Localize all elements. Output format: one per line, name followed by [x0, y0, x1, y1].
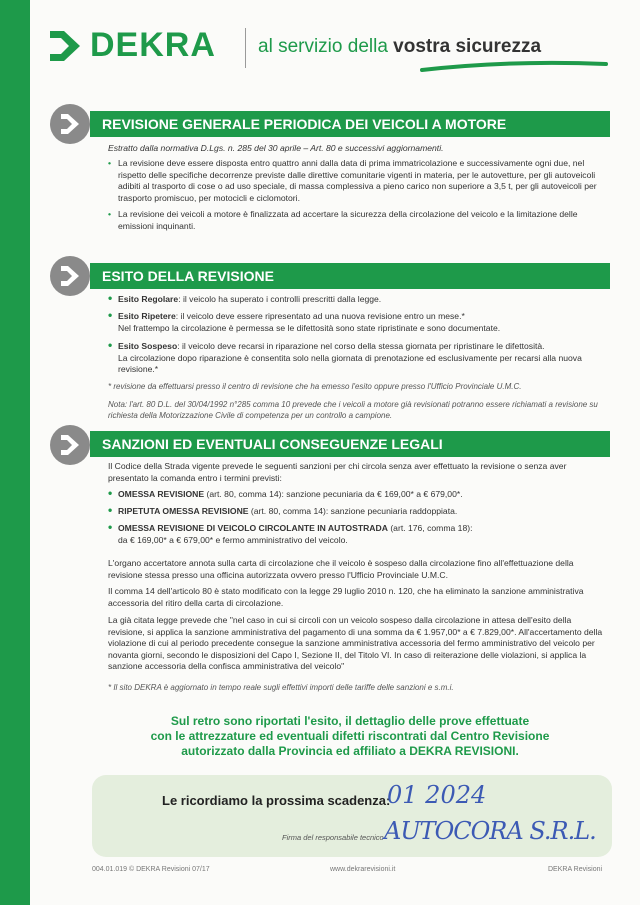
play-arrow-icon	[58, 112, 82, 136]
section1-bullet: • La revisione deve essere disposta entro quattro anni dalla data di prima immatricolazione e successivamente ogni due, nel rispetto delle specifiche decorrenze previste dalle direttive comunitarie vigenti in materia, per le autovetture, per gli autoveicoli adibiti al trasporto di cose o ad uso speciale, di massa complessiva a pieno carico non superiore a 3,5 t, per gli autoveicoli per trasporto promiscuo, per motocicli e ciclomotori.	[108, 158, 610, 204]
signature: AUTOCORA S.R.L.	[384, 817, 596, 845]
play-arrow-icon	[58, 433, 82, 457]
swoosh-decoration	[420, 58, 610, 74]
section3-footnote: * Il sito DEKRA è aggiornato in tempo reale sugli effettivi importi delle tariffe delle sanzioni e s.m.i.	[108, 683, 454, 692]
dekra-arrow-icon	[48, 29, 82, 63]
section1-subtitle: Estratto dalla normativa D.Lgs. n. 285 del 30 aprile – Art. 80 e successivi aggiornamenti.	[108, 143, 444, 153]
footer-website: www.dekrarevisioni.it	[330, 866, 396, 873]
header-divider	[245, 28, 246, 68]
section1-bullet: • La revisione dei veicoli a motore è finalizzata ad accertare la sicurezza della circolazione del veicolo e la limitazione delle emissioni inquinanti.	[108, 209, 610, 232]
sanction-omessa: • OMESSA REVISIONE (art. 80, comma 14): sanzione pecuniaria da € 169,00* a € 679,00*.	[108, 489, 610, 501]
deadline-box	[92, 775, 612, 857]
section3-intro: Il Codice della Strada vigente prevede le seguenti sanzioni per chi circola senza aver effettuato la revisione o senza aver presentato la comanda entro i termini previsti:	[108, 461, 567, 483]
section2-note: Nota: l'art. 80 D.L. del 30/04/1992 n°285 comma 10 prevede che i veicoli a motore già revisionati potranno essere richiamati a revisione su richiesta della Motorizzazione Civile di competenza per un controllo a campione.	[108, 400, 598, 420]
footer-brand: DEKRA Revisioni	[548, 866, 603, 873]
section3-title: SANZIONI ED EVENTUALI CONSEGUENZE LEGALI	[90, 431, 610, 457]
section2-title: ESITO DELLA REVISIONE	[90, 263, 610, 289]
sanction-autostrada: • OMESSA REVISIONE DI VEICOLO CIRCOLANTE IN AUTOSTRADA (art. 176, comma 18): da € 169,00* a € 679,00* e fermo amministrativo del veicolo.	[108, 523, 610, 546]
signature-label: Firma del responsabile tecnico	[282, 833, 384, 842]
section3-para1: L'organo accertatore annota sulla carta di circolazione che il veicolo è sospeso dalla circolazione fino all'effettuazione della revisione stessa presso una officina autorizzata ovvero presso l'Ufficio Provinciale U.M.C.	[108, 558, 574, 580]
brand-name: DEKRA	[90, 26, 216, 64]
tagline: al servizio della vostra sicurezza	[258, 36, 542, 57]
section2-footnote: * revisione da effettuarsi presso il centro di revisione che ha emesso l'esito oppure presso l'Ufficio Provinciale U.M.C.	[108, 382, 522, 391]
section1-title: REVISIONE GENERALE PERIODICA DEI VEICOLI A MOTORE	[90, 111, 610, 137]
left-accent-bar	[0, 0, 30, 905]
section1-icon	[50, 104, 90, 144]
footer-code: 004.01.019 © DEKRA Revisioni 07/17	[92, 866, 210, 873]
esito-regolare: • Esito Regolare: il veicolo ha superato i controlli prescritti dalla legge.	[108, 294, 610, 306]
sanction-ripetuta: • RIPETUTA OMESSA REVISIONE (art. 80, comma 14): sanzione pecuniaria raddoppiata.	[108, 506, 610, 518]
deadline-value: 01 2024	[387, 781, 487, 809]
esito-sospeso: • Esito Sospeso: il veicolo deve recarsi in riparazione nel corso della stessa giornata per ripristinare le difettosità. La circolazione dopo riparazione è consentita solo nella giornata di prenotazione ed esclusivamente per recarsi alla nuova revisione.*	[108, 341, 610, 376]
closing-text: Sul retro sono riportati l'esito, il dettaglio delle prove effettuate con le attrezzature ed eventuali difetti riscontrati dal Centro Revisione autorizzato dalla Provincia ed affiliato a DEKRA REVISIONI.	[150, 714, 550, 758]
dekra-logo	[48, 26, 216, 65]
esito-ripetere: • Esito Ripetere: il veicolo deve essere ripresentato ad una nuova revisione entro un mese.* Nel frattempo la circolazione è permessa se le difettosità sono state ripristinate e sono documentate.	[108, 311, 610, 334]
deadline-label: Le ricordiamo la prossima scadenza:	[162, 793, 391, 808]
section3-para2: Il comma 14 dell'articolo 80 è stato modificato con la legge 29 luglio 2010 n. 120, che ha eliminato la sanzione amministrativa accessoria del ritiro della carta di circolazione.	[108, 586, 584, 608]
section3-para3: La già citata legge prevede che "nel caso in cui si circoli con un veicolo sospeso dalla circolazione in attesa dell'esito della revisione, si applica la sanzione amministrativa del pagamento di una somma da € 1.957,00* a € 7.829,00*. All'accertamento della violazione di cui al periodo precedente consegue la sanzione amministrativa accessoria del fermo amministrativo del veicolo per novanta giorni, secondo le disposizioni del Capo I, Sezione II, del Titolo VI. In caso di reiterazione delle violazioni, si applica la sanzione accessoria della confisca amministrativa del veicolo"	[108, 615, 603, 671]
play-arrow-icon	[58, 264, 82, 288]
section2-icon	[50, 256, 90, 296]
section3-icon	[50, 425, 90, 465]
